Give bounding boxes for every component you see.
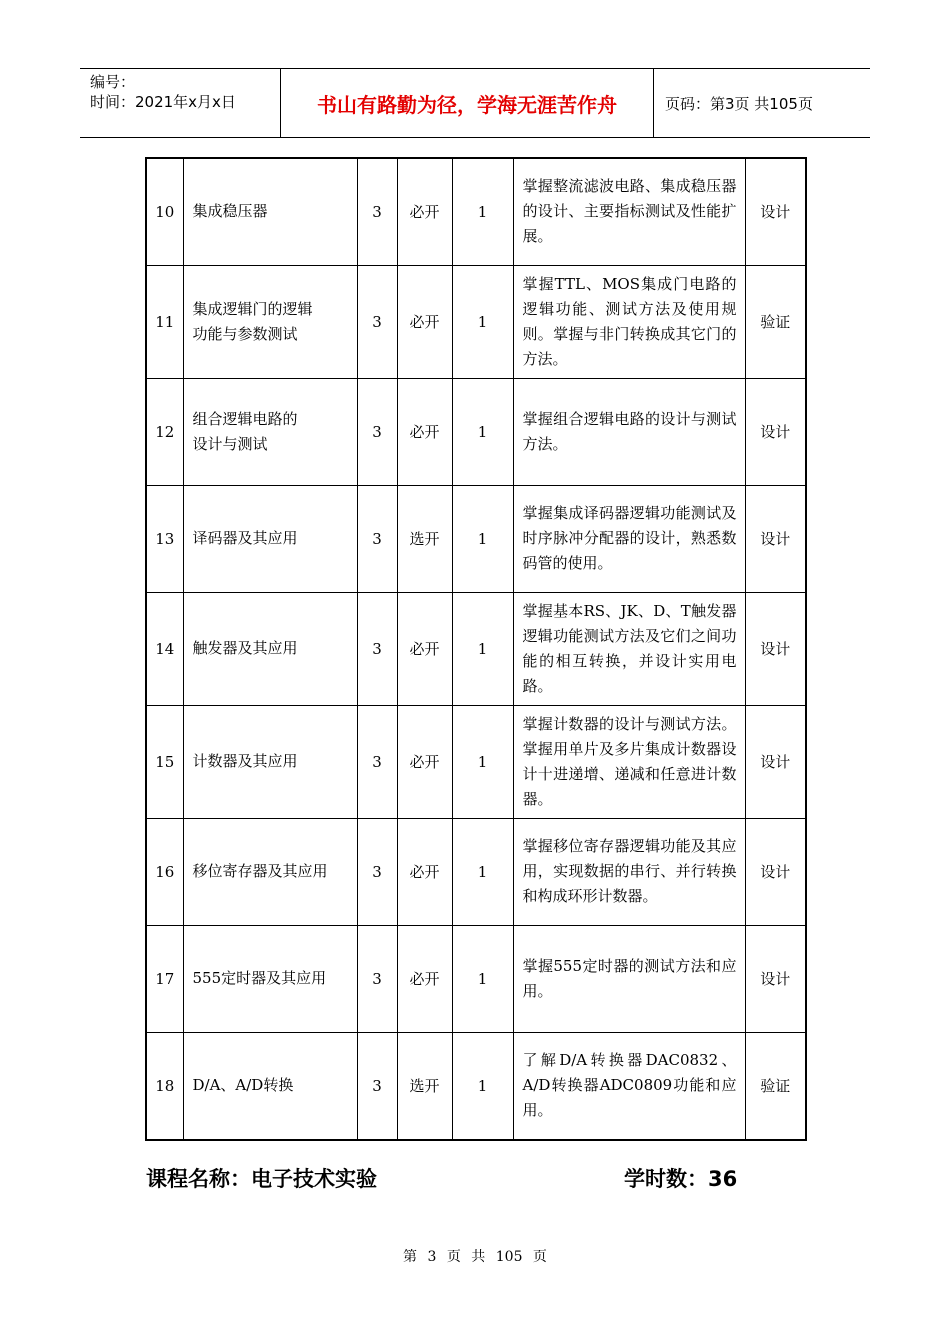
table-row: [146, 158, 806, 265]
experiment-requirement: 选开: [397, 1032, 452, 1140]
experiment-count: 1: [452, 1032, 513, 1140]
experiment-requirement: 必开: [397, 378, 452, 485]
table-row: [146, 925, 806, 1032]
experiment-name: 集成稳压器: [183, 158, 357, 265]
experiment-kind: 验证: [745, 265, 806, 378]
experiment-count: 1: [452, 158, 513, 265]
experiment-table: [145, 157, 807, 1141]
experiment-requirement: 必开: [397, 705, 452, 818]
experiment-kind: 设计: [745, 485, 806, 592]
experiment-description: 掌握组合逻辑电路的设计与测试方法。: [513, 378, 745, 485]
row-number: 16: [146, 818, 183, 925]
experiment-name: 集成逻辑门的逻辑功能与参数测试: [183, 265, 357, 378]
row-number: 15: [146, 705, 183, 818]
experiment-count: 1: [452, 592, 513, 705]
experiment-hours: 3: [357, 378, 397, 485]
experiment-requirement: 必开: [397, 592, 452, 705]
row-number: 13: [146, 485, 183, 592]
experiment-hours: 3: [357, 705, 397, 818]
experiment-count: 1: [452, 818, 513, 925]
experiment-hours: 3: [357, 592, 397, 705]
experiment-description: 掌握555定时器的测试方法和应用。: [513, 925, 745, 1032]
experiment-hours: 3: [357, 818, 397, 925]
experiment-kind: 设计: [745, 158, 806, 265]
table-row: [146, 1032, 806, 1140]
table-row: [146, 592, 806, 705]
experiment-name: 译码器及其应用: [183, 485, 357, 592]
experiment-description: 了解D/A转换器DAC0832、A/D转换器ADC0809功能和应用。: [513, 1032, 745, 1140]
row-number: 10: [146, 158, 183, 265]
experiment-requirement: 必开: [397, 925, 452, 1032]
experiment-kind: 设计: [745, 705, 806, 818]
experiment-name: 555定时器及其应用: [183, 925, 357, 1032]
experiment-count: 1: [452, 265, 513, 378]
experiment-name: D/A、A/D转换: [183, 1032, 357, 1140]
experiment-description: 掌握TTL、MOS集成门电路的逻辑功能、测试方法及使用规则。掌握与非门转换成其它门的方法。: [513, 265, 745, 378]
header-meta: [80, 69, 281, 137]
experiment-requirement: 必开: [397, 158, 452, 265]
row-number: 18: [146, 1032, 183, 1140]
motto: 书山有路勤为径，学海无涯苦作舟: [281, 69, 654, 137]
experiment-kind: 设计: [745, 818, 806, 925]
experiment-requirement: 必开: [397, 818, 452, 925]
experiment-hours: 3: [357, 158, 397, 265]
experiment-description: 掌握基本RS、JK、D、T触发器逻辑功能测试方法及它们之间功能的相互转换，并设计实用电路。: [513, 592, 745, 705]
experiment-count: 1: [452, 378, 513, 485]
table-row: [146, 705, 806, 818]
row-number: 17: [146, 925, 183, 1032]
experiment-kind: 设计: [745, 592, 806, 705]
row-number: 14: [146, 592, 183, 705]
serial-label: 编号：: [90, 73, 136, 91]
experiment-name: 移位寄存器及其应用: [183, 818, 357, 925]
header-page-info: 页码：第3页 共105页: [665, 94, 813, 113]
experiment-description: 掌握移位寄存器逻辑功能及其应用，实现数据的串行、并行转换和构成环形计数器。: [513, 818, 745, 925]
course-name: 课程名称：电子技术实验: [146, 1167, 377, 1191]
page-footer: 第 3 页 共 105 页: [403, 1249, 547, 1265]
experiment-hours: 3: [357, 265, 397, 378]
table-row: [146, 265, 806, 378]
table-row: [146, 485, 806, 592]
experiment-count: 1: [452, 705, 513, 818]
row-number: 11: [146, 265, 183, 378]
experiment-description: 掌握整流滤波电路、集成稳压器的设计、主要指标测试及性能扩展。: [513, 158, 745, 265]
experiment-count: 1: [452, 485, 513, 592]
experiment-description: 掌握计数器的设计与测试方法。掌握用单片及多片集成计数器设计十进递增、递减和任意进计数器。: [513, 705, 745, 818]
experiment-hours: 3: [357, 925, 397, 1032]
experiment-kind: 设计: [745, 925, 806, 1032]
table-row: [146, 378, 806, 485]
experiment-kind: 设计: [745, 378, 806, 485]
date-label: 时间：2021年x月x日: [90, 93, 236, 111]
experiment-name: 触发器及其应用: [183, 592, 357, 705]
experiment-count: 1: [452, 925, 513, 1032]
experiment-name: 计数器及其应用: [183, 705, 357, 818]
experiment-requirement: 选开: [397, 485, 452, 592]
experiment-name: 组合逻辑电路的设计与测试: [183, 378, 357, 485]
experiment-hours: 3: [357, 1032, 397, 1140]
row-number: 12: [146, 378, 183, 485]
experiment-kind: 验证: [745, 1032, 806, 1140]
course-hours: 学时数：36: [624, 1167, 738, 1191]
page-header: [80, 68, 870, 138]
experiment-hours: 3: [357, 485, 397, 592]
table-row: [146, 818, 806, 925]
experiment-description: 掌握集成译码器逻辑功能测试及时序脉冲分配器的设计，熟悉数码管的使用。: [513, 485, 745, 592]
experiment-requirement: 必开: [397, 265, 452, 378]
